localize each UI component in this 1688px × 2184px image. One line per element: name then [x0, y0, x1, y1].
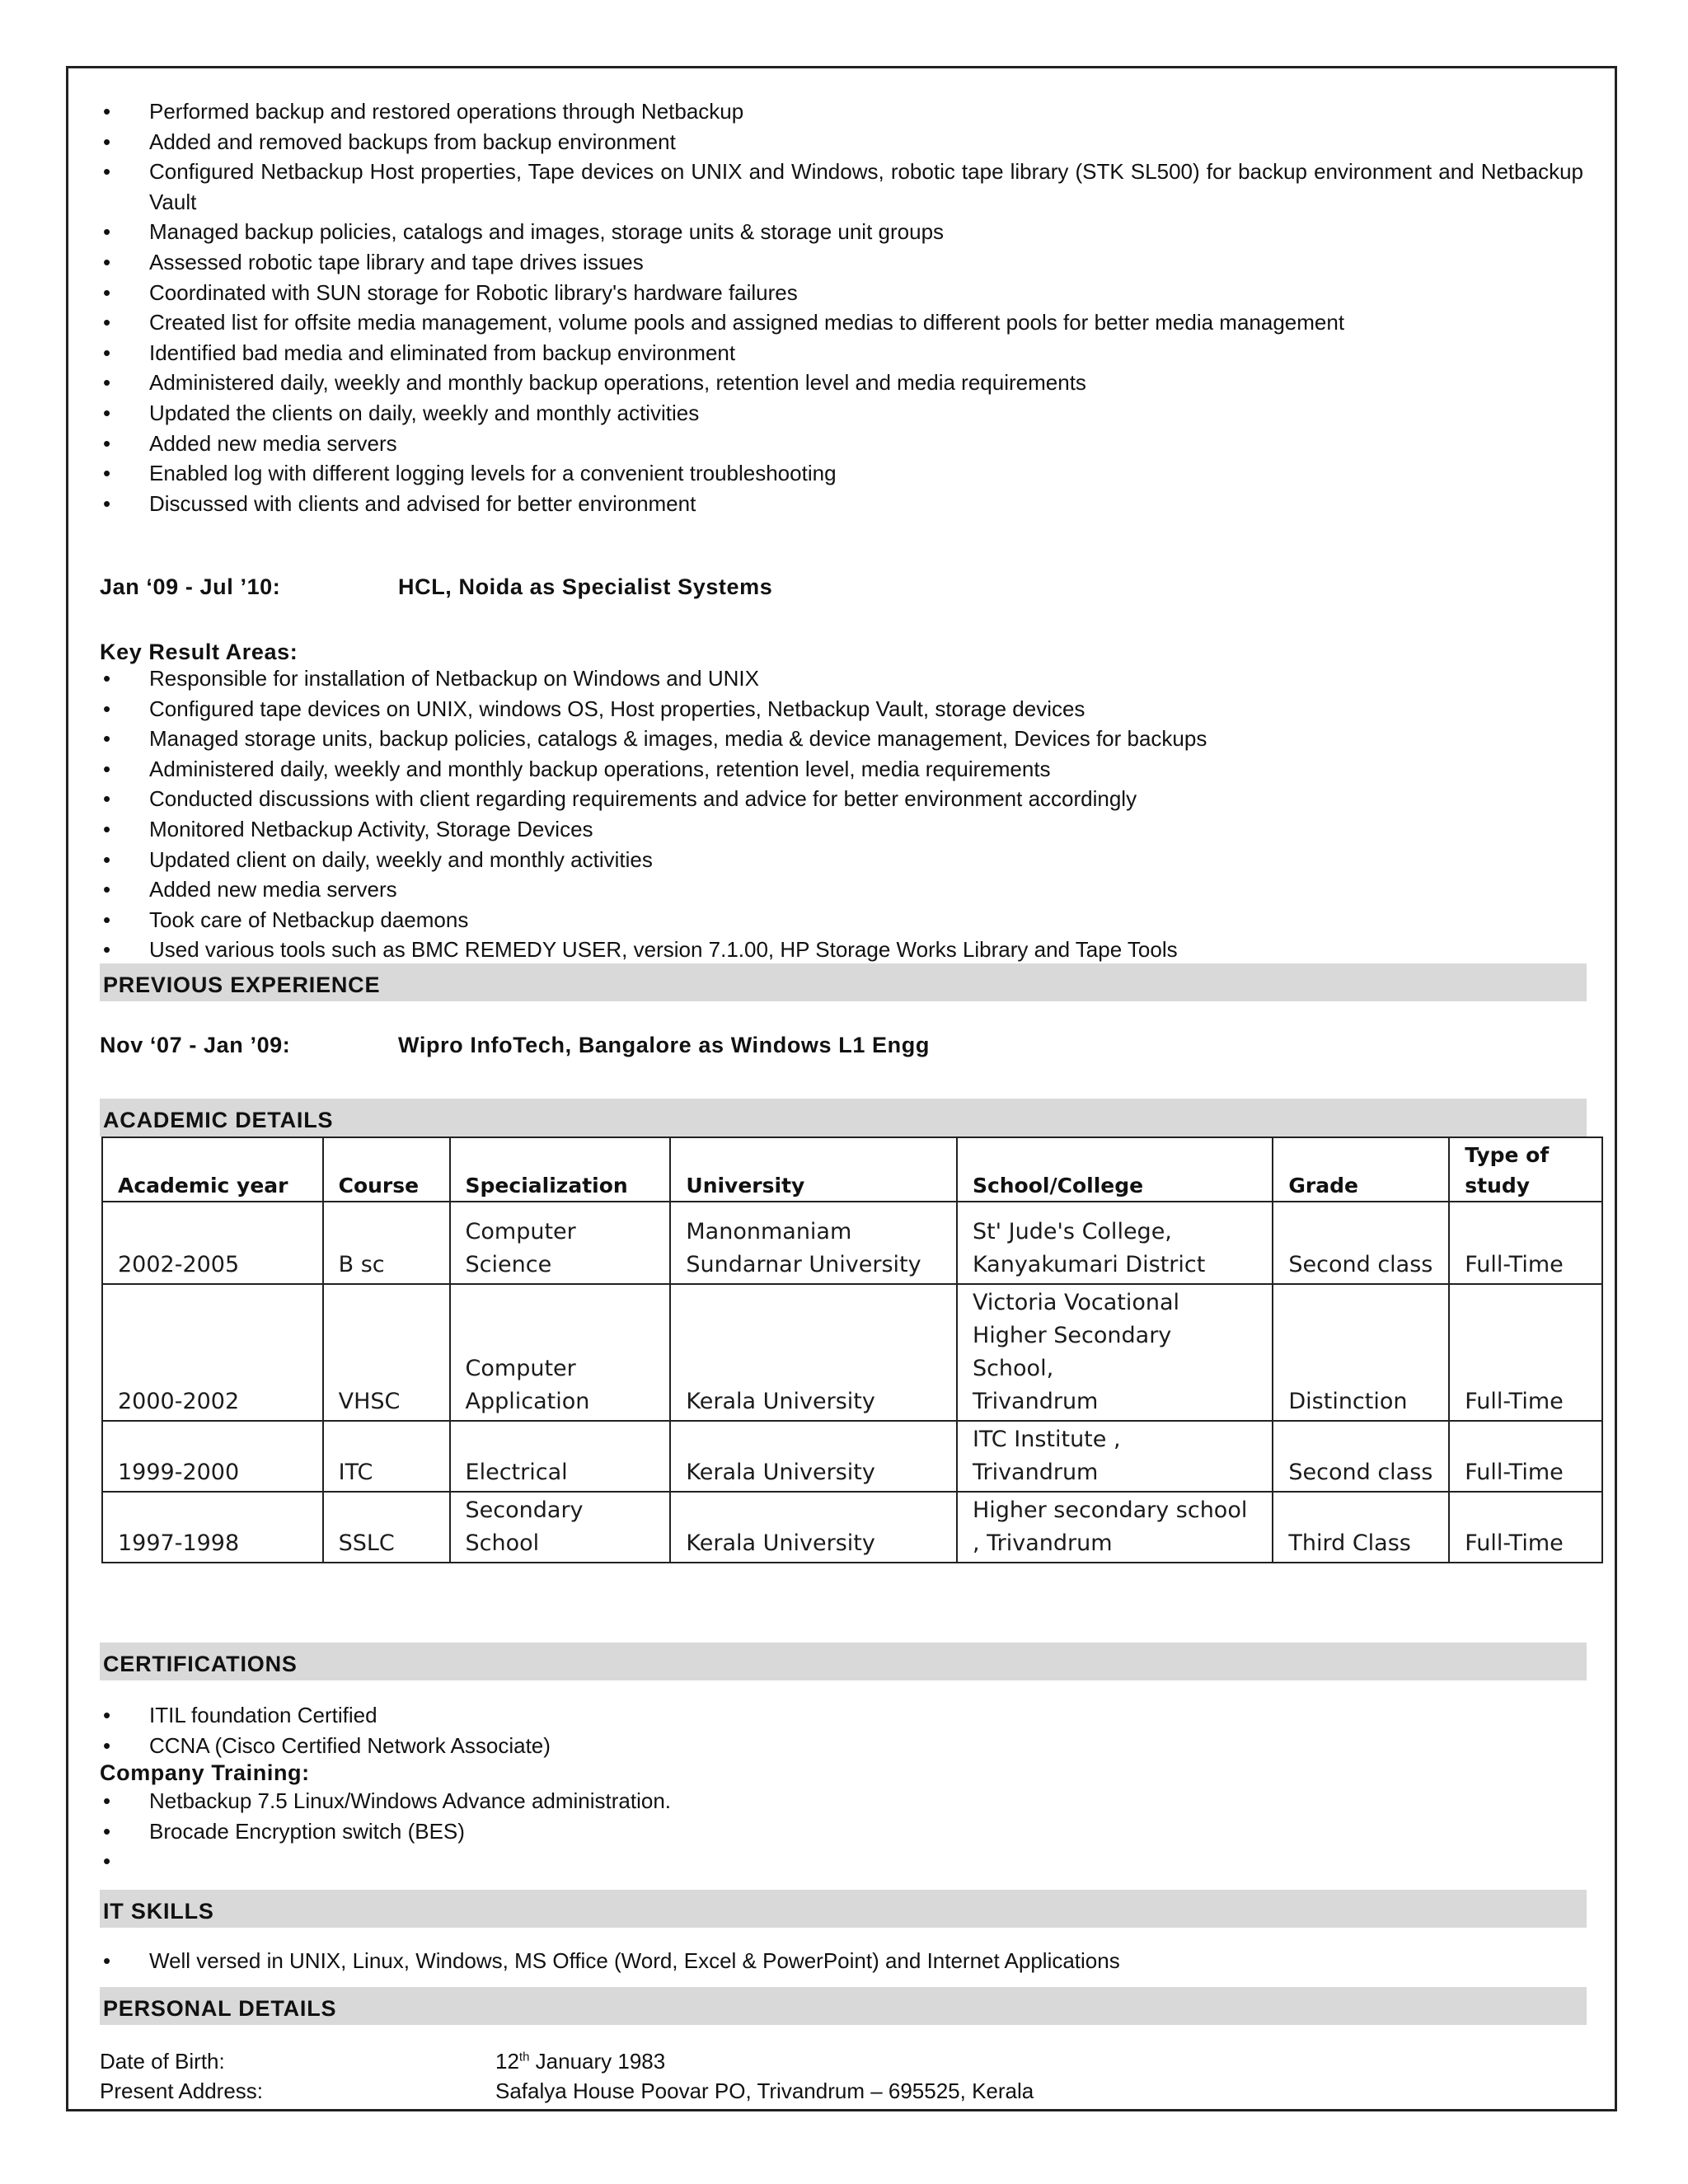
table-header-row	[102, 1137, 1602, 1202]
address-value: Safalya House Poovar PO, Trivandrum – 695525, Kerala	[495, 2079, 1034, 2103]
table-row	[102, 1284, 1602, 1421]
dob-value	[495, 2046, 665, 2076]
cell-specialization	[450, 1492, 671, 1563]
cell-line: , Trivandrum	[972, 1530, 1113, 1556]
cell-line: Trivandrum	[972, 1389, 1099, 1414]
academic-table	[101, 1137, 1603, 1563]
cell-specialization	[450, 1284, 671, 1421]
list-item: • Used various tools such as BMC REMEDY USER, version 7.1.00, HP Storage Works Library and Tape Tools	[100, 935, 1583, 965]
cell-course: VHSC	[323, 1284, 450, 1421]
column-header-school: School/College	[957, 1137, 1273, 1202]
cell-school	[957, 1421, 1273, 1492]
dob-row	[100, 2046, 1583, 2076]
dob-label: Date of Birth:	[100, 2049, 225, 2074]
cell-grade: Second class	[1273, 1421, 1449, 1492]
list-item: • Updated client on daily, weekly and monthly activities	[100, 845, 1583, 875]
cell-university: Kerala University	[670, 1492, 957, 1563]
list-item: • Assessed robotic tape library and tape drives issues	[100, 247, 1583, 278]
list-item: • Identified bad media and eliminated from backup environment	[100, 338, 1583, 368]
list-item: • Managed backup policies, catalogs and images, storage units & storage unit groups	[100, 217, 1583, 247]
list-item: • Monitored Netbackup Activity, Storage Devices	[100, 814, 1583, 845]
cell-year: 1997-1998	[102, 1492, 323, 1563]
cell-course: SSLC	[323, 1492, 450, 1563]
address-label: Present Address:	[100, 2079, 263, 2103]
list-item: • Well versed in UNIX, Linux, Windows, MS Office (Word, Excel & PowerPoint) and Internet Applications	[100, 1946, 1583, 1976]
cell-specialization: Electrical	[450, 1421, 671, 1492]
job-title: Wipro InfoTech, Bangalore as Windows L1 Engg	[398, 1033, 930, 1057]
list-item: • CCNA (Cisco Certified Network Associate)	[100, 1731, 1583, 1761]
list-item: • Coordinated with SUN storage for Robotic library's hardware failures	[100, 278, 1583, 308]
column-header-grade: Grade	[1273, 1137, 1449, 1202]
list-item	[100, 1846, 1583, 1877]
cell-grade: Second class	[1273, 1202, 1449, 1284]
cell-line: Higher Secondary School,	[972, 1323, 1172, 1381]
cell-line: Computer	[465, 1219, 576, 1244]
certifications-list	[100, 1700, 1583, 1760]
section-heading-academic-details: ACADEMIC DETAILS	[100, 1099, 1587, 1137]
cell-grade: Third Class	[1273, 1492, 1449, 1563]
cell-line: Sundarnar University	[686, 1252, 921, 1277]
it-skills-list	[100, 1946, 1583, 1976]
cell-line: St' Jude's College,	[972, 1219, 1172, 1244]
list-item: • Administered daily, weekly and monthly backup operations, retention level, media requirements	[100, 754, 1583, 785]
cell-line: Higher secondary school	[972, 1497, 1248, 1523]
hcl-job-heading	[100, 574, 772, 600]
cell-course: ITC	[323, 1421, 450, 1492]
list-item: • Managed storage units, backup policies, catalogs & images, media & device management, Devices for backups	[100, 724, 1583, 754]
column-header-university: University	[670, 1137, 957, 1202]
cell-course: B sc	[323, 1202, 450, 1284]
company-training-list	[100, 1786, 1583, 1877]
cell-line: Science	[465, 1252, 552, 1277]
list-item: • ITIL foundation Certified	[100, 1700, 1583, 1731]
job-title: HCL, Noida as Specialist Systems	[398, 574, 773, 599]
cell-grade: Distinction	[1273, 1284, 1449, 1421]
cell-year: 1999-2000	[102, 1421, 323, 1492]
wipro-job-heading	[100, 1033, 930, 1058]
table-row	[102, 1202, 1602, 1284]
cell-line: ITC Institute ,	[972, 1427, 1121, 1452]
table-row	[102, 1421, 1602, 1492]
cell-line: Victoria Vocational	[972, 1290, 1180, 1315]
kra-heading: Key Result Areas:	[100, 640, 298, 664]
column-header-specialization: Specialization	[450, 1137, 671, 1202]
backup-duties-list	[100, 96, 1583, 518]
cell-type: Full-Time	[1449, 1421, 1602, 1492]
list-item: • Netbackup 7.5 Linux/Windows Advance administration.	[100, 1786, 1583, 1816]
list-item: • Conducted discussions with client regarding requirements and advice for better environment accordingly	[100, 784, 1583, 814]
cell-line: School	[465, 1530, 540, 1556]
personal-details	[100, 2046, 1583, 2106]
list-item: • Created list for offsite media management, volume pools and assigned medias to different pools for better media management	[100, 307, 1583, 338]
table-row	[102, 1492, 1602, 1563]
list-item: • Added and removed backups from backup environment	[100, 127, 1583, 157]
list-item: • Configured tape devices on UNIX, windows OS, Host properties, Netbackup Vault, storage devices	[100, 694, 1583, 724]
cell-line: Manonmaniam	[686, 1219, 852, 1244]
list-item: • Enabled log with different logging levels for a convenient troubleshooting	[100, 458, 1583, 489]
list-item: • Brocade Encryption switch (BES)	[100, 1816, 1583, 1847]
job-period: Jan ‘09 - Jul ’10:	[100, 574, 281, 599]
cell-line: Secondary	[465, 1497, 584, 1523]
address-row	[100, 2076, 1583, 2106]
cell-university: Kerala University	[670, 1284, 957, 1421]
dob-rest: January 1983	[529, 2049, 666, 2074]
cell-type: Full-Time	[1449, 1492, 1602, 1563]
cell-type: Full-Time	[1449, 1284, 1602, 1421]
list-item: • Performed backup and restored operations through Netbackup	[100, 96, 1583, 127]
section-heading-previous-experience: PREVIOUS EXPERIENCE	[100, 963, 1587, 1001]
cell-specialization	[450, 1202, 671, 1284]
section-heading-certifications: CERTIFICATIONS	[100, 1643, 1587, 1680]
header-line: Type of	[1465, 1143, 1550, 1167]
cell-school	[957, 1492, 1273, 1563]
list-item: • Administered daily, weekly and monthly backup operations, retention level and media requirements	[100, 368, 1583, 398]
cell-university	[670, 1202, 957, 1284]
dob-suffix: th	[518, 2050, 530, 2064]
cell-school	[957, 1284, 1273, 1421]
list-item: • Added new media servers	[100, 429, 1583, 459]
cell-type: Full-Time	[1449, 1202, 1602, 1284]
cell-line: Kanyakumari District	[972, 1252, 1206, 1277]
cell-university: Kerala University	[670, 1421, 957, 1492]
list-item: • Added new media servers	[100, 874, 1583, 905]
cell-year: 2000-2002	[102, 1284, 323, 1421]
company-training-heading: Company Training:	[100, 1760, 310, 1785]
cell-line: Trivandrum	[972, 1460, 1099, 1485]
list-item: • Discussed with clients and advised for better environment	[100, 489, 1583, 519]
list-item: • Updated the clients on daily, weekly and monthly activities	[100, 398, 1583, 429]
column-header-type	[1449, 1137, 1602, 1202]
dob-day: 12	[495, 2049, 519, 2074]
list-item: • Configured Netbackup Host properties, Tape devices on UNIX and Windows, robotic tape library (STK SL500) for backup environment and Netbackup Vault	[100, 157, 1583, 217]
column-header-year: Academic year	[102, 1137, 323, 1202]
column-header-course: Course	[323, 1137, 450, 1202]
page-frame	[66, 66, 1617, 2111]
header-line: study	[1465, 1174, 1531, 1197]
cell-line: Computer	[465, 1356, 576, 1381]
cell-school	[957, 1202, 1273, 1284]
hcl-duties-list	[100, 663, 1583, 965]
cell-line: Application	[465, 1389, 590, 1414]
cell-year: 2002-2005	[102, 1202, 323, 1284]
section-heading-it-skills: IT SKILLS	[100, 1890, 1587, 1928]
list-item: • Responsible for installation of Netbackup on Windows and UNIX	[100, 663, 1583, 694]
section-heading-personal-details: PERSONAL DETAILS	[100, 1987, 1587, 2025]
list-item: • Took care of Netbackup daemons	[100, 905, 1583, 935]
job-period: Nov ‘07 - Jan ’09:	[100, 1033, 291, 1057]
